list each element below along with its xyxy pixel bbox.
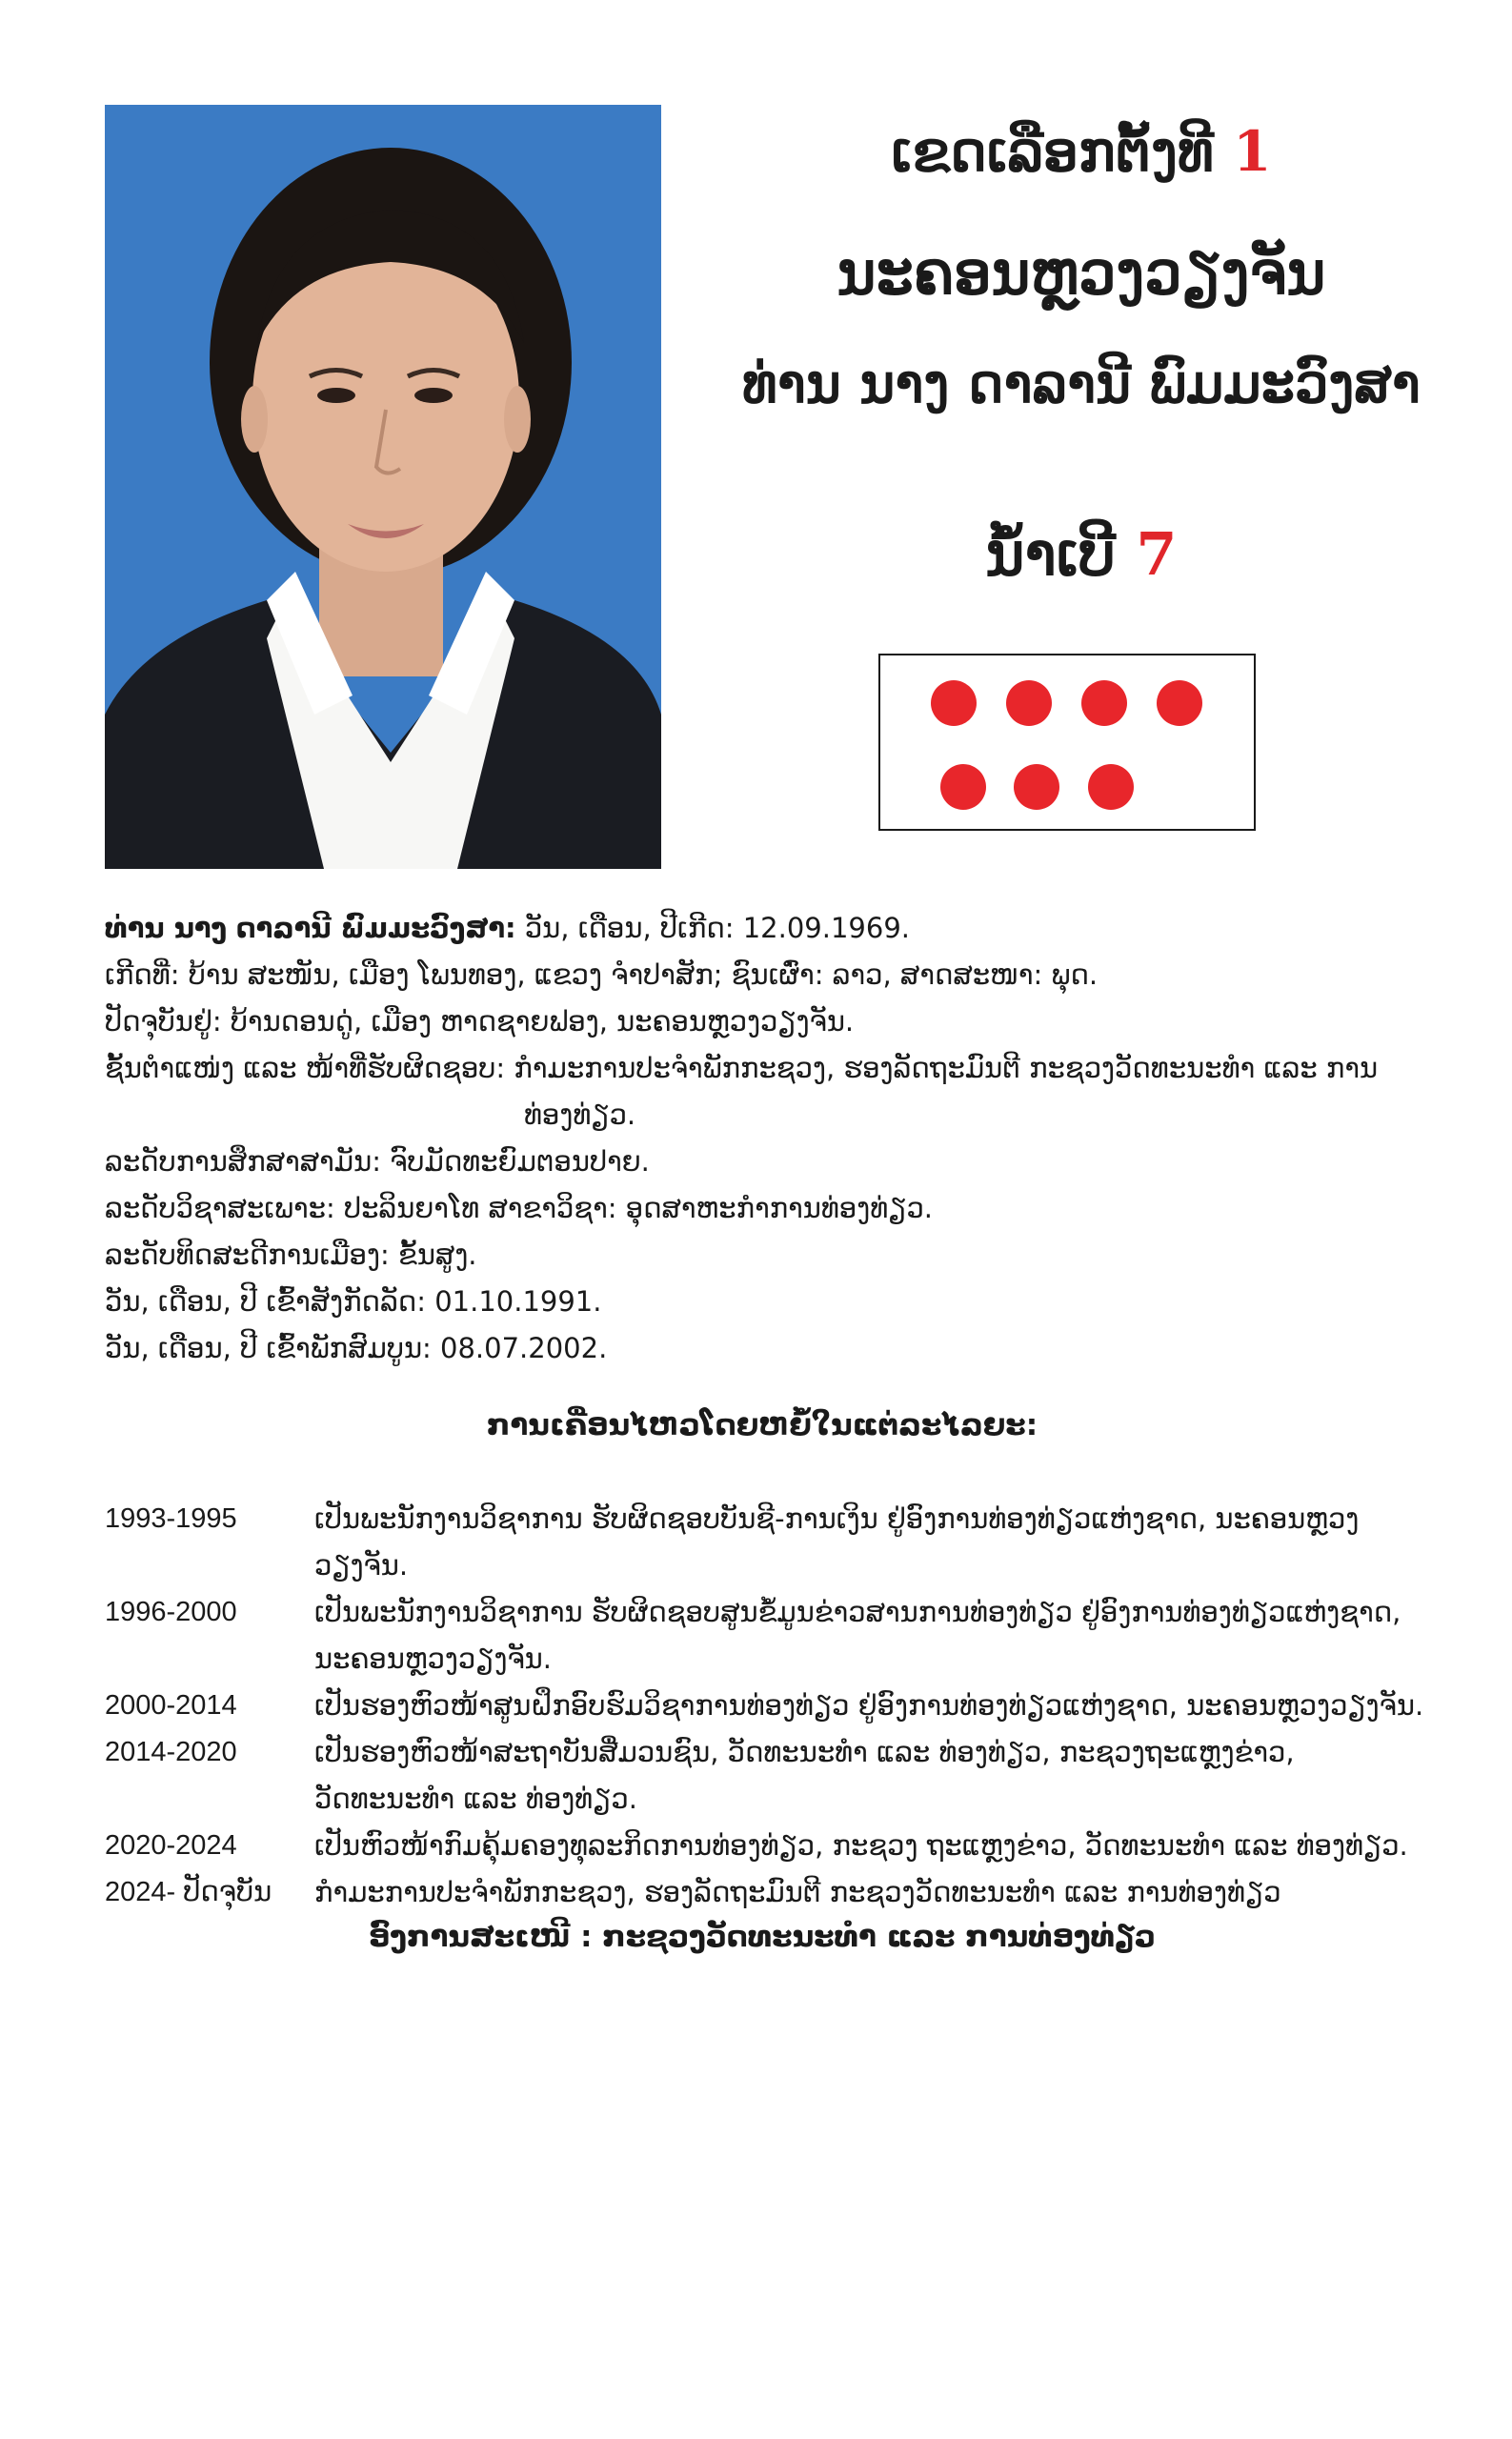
candidate-portrait <box>105 105 661 869</box>
number-value: 7 <box>1136 519 1178 589</box>
bio-name: ທ່ານ ນາງ ດາລານີ ພົມມະວົງສາ: <box>105 912 516 944</box>
number-heading <box>676 519 1486 589</box>
career-line: ກຳມະການປະຈຳພັກກະຊວງ, ຮອງລັດຖະມົນຕີ ກະຊວງວັດທະນະທຳ ແລະ ການທ່ອງທ່ຽວ <box>314 1876 1281 1908</box>
career-row <box>105 1729 1439 1823</box>
career-line: ເປັນຮອງຫົວໜ້າສູນຝຶກອົບຮົມວິຊາການທ່ອງທ່ຽວ ຢູ່ອົງການທ່ອງທ່ຽວແຫ່ງຊາດ, ນະຄອນຫຼວງວຽງຈັນ. <box>314 1689 1424 1722</box>
career-row <box>105 1589 1439 1683</box>
career-years: 2024- ປັດຈຸບັນ <box>105 1877 272 1907</box>
ballot-dot <box>940 764 986 810</box>
district-number: 1 <box>1233 119 1272 184</box>
career-line: ເປັນຮອງຫົວໜ້າສະຖາບັນສື່ມວນຊົນ, ວັດທະນະທຳ ແລະ ທ່ອງທ່ຽວ, ກະຊວງຖະແຫຼງຂ່າວ, <box>314 1736 1295 1768</box>
career-years: 2020-2024 <box>105 1830 237 1861</box>
city-heading: ນະຄອນຫຼວງວຽງຈັນ <box>837 238 1326 308</box>
career-row <box>105 1683 1439 1729</box>
career-description <box>314 1869 1439 1916</box>
nominating-organization: ອົງການສະເໜີ : ກະຊວງວັດທະນະທຳ ແລະ ການທ່ອງທ່ຽວ <box>368 1920 1157 1954</box>
bio-general-education: ລະດັບການສຶກສາສາມັນ: ຈົບມັດທະຍົມຕອນປາຍ. <box>105 1145 650 1178</box>
career-line: ເປັນພະນັກງານວິຊາການ ຮັບຜິດຊອບສູນຂໍ້ມູນຂ່າວສານການທ່ອງທ່ຽວ ຢູ່ອົງການທ່ອງທ່ຽວແຫ່ງຊາດ, <box>314 1596 1401 1628</box>
bio-name-line <box>105 905 1420 952</box>
bio-birthdate: ວັນ, ເດືອນ, ປີເກີດ: 12.09.1969. <box>515 912 910 944</box>
career-description <box>314 1729 1439 1823</box>
bio-state-service-date: ວັນ, ເດືອນ, ປີ ເຂົ້າສັງກັດລັດ: 01.10.1991. <box>105 1285 602 1318</box>
biography <box>105 905 1420 1372</box>
career-line: ເປັນຫົວໜ້າກົມຄຸ້ມຄອງທຸລະກິດການທ່ອງທ່ຽວ, ກະຊວງ ຖະແຫຼງຂ່າວ, ວັດທະນະທຳ ແລະ ທ່ອງທ່ຽວ. <box>314 1829 1408 1862</box>
district-label: ເຂດເລືອກຕັ້ງທີ <box>891 119 1214 184</box>
candidate-title: ທ່ານ ນາງ ດາລານີ ພົມມະວົງສາ <box>742 353 1421 415</box>
bio-position-cont: ທ່ອງທ່ຽວ. <box>524 1099 636 1131</box>
number-label: ນໍ້າເບີ <box>985 519 1116 589</box>
career-section-title: ການເຄື່ອນໄຫວໂດຍຫຍໍ້ໃນແຕ່ລະໄລຍະ: <box>486 1408 1038 1442</box>
candidate-photo <box>105 105 661 869</box>
ballot-dot <box>1014 764 1059 810</box>
career-line: ນະຄອນຫຼວງວຽງຈັນ. <box>314 1643 553 1675</box>
bio-position: ຊັ້ນຕຳແໜ່ງ ແລະ ໜ້າທີ່ຮັບຜິດຊອບ: ກຳມະການປະຈຳພັກກະຊວງ, ຮອງລັດຖະມົນຕີ ກະຊວງວັດທະນະທຳ ແລະ ການ <box>105 1052 1379 1084</box>
ballot-dot <box>1088 764 1134 810</box>
career-years: 2000-2014 <box>105 1690 237 1721</box>
district-heading <box>676 119 1486 184</box>
ballot-dot <box>931 680 977 726</box>
career-line: ເປັນພະນັກງານວິຊາການ ຮັບຜິດຊອບບັນຊີ-ການເງິນ ຢູ່ອົງການທ່ອງທ່ຽວແຫ່ງຊາດ, ນະຄອນຫຼວງວຽງຈັນ. <box>314 1502 1360 1582</box>
ballot-number-box <box>878 654 1256 831</box>
career-line: ວັດທະນະທຳ ແລະ ທ່ອງທ່ຽວ. <box>314 1783 637 1815</box>
career-years: 1993-1995 <box>105 1503 237 1534</box>
bio-birthplace: ເກີດທີ່: ບ້ານ ສະໜັນ, ເມືອງ ໂພນທອງ, ແຂວງ ຈຳປາສັກ; ຊົນເຜົ່າ: ລາວ, ສາດສະໜາ: ພຸດ. <box>105 958 1099 991</box>
career-description <box>314 1823 1439 1869</box>
career-row <box>105 1823 1439 1869</box>
career-description <box>314 1683 1439 1729</box>
bio-residence: ປັດຈຸບັນຢູ່: ບ້ານດອນດູ່, ເມືອງ ຫາດຊາຍຟອງ, ນະຄອນຫຼວງວຽງຈັນ. <box>105 1005 855 1038</box>
career-years: 2014-2020 <box>105 1737 237 1767</box>
ballot-dot <box>1157 680 1202 726</box>
career-row <box>105 1869 1439 1916</box>
ballot-dot <box>1006 680 1052 726</box>
career-list <box>105 1496 1439 1916</box>
career-row <box>105 1496 1439 1589</box>
career-description <box>314 1496 1439 1589</box>
ballot-dot <box>1081 680 1127 726</box>
bio-specialized-education: ລະດັບວິຊາສະເພາະ: ປະລິນຍາໂທ ສາຂາວິຊາ: ອຸດສາຫະກຳການທ່ອງທ່ຽວ. <box>105 1192 934 1224</box>
career-description <box>314 1589 1439 1683</box>
bio-political-theory: ລະດັບທິດສະດີການເມືອງ: ຂັ້ນສູງ. <box>105 1239 477 1271</box>
bio-party-join-date: ວັນ, ເດືອນ, ປີ ເຂົ້າພັກສົມບູນ: 08.07.2002. <box>105 1332 608 1364</box>
career-years: 1996-2000 <box>105 1597 237 1627</box>
